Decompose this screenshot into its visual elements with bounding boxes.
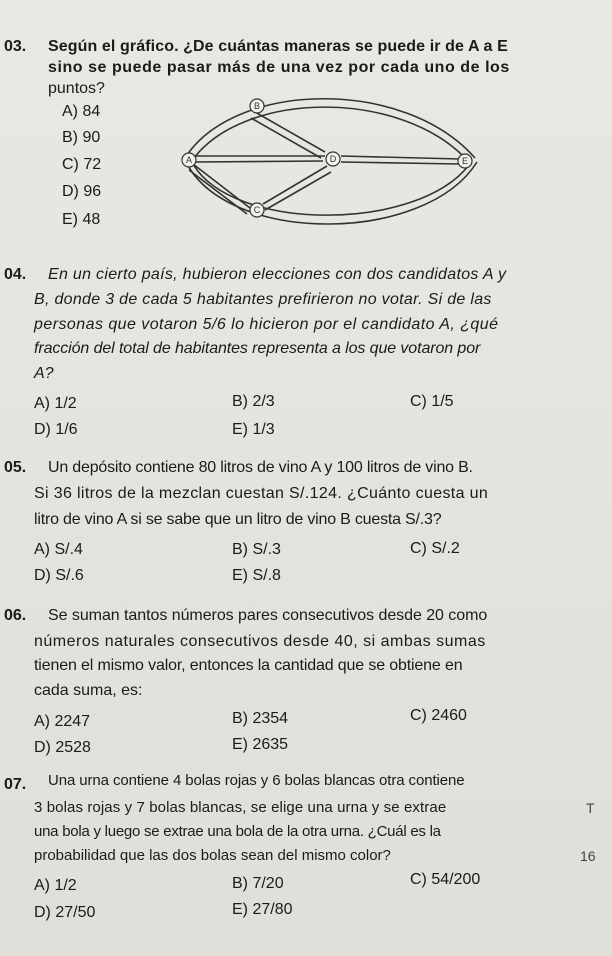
node-b-label: B: [253, 101, 261, 111]
q3-text-line-3: puntos?: [48, 80, 105, 97]
q4-text-line-2: B, donde 3 de cada 5 habitantes prefirieron no votar. Si de las: [34, 291, 492, 308]
q5-number: 05.: [4, 459, 27, 476]
edge-a-e-bottom-inner: [193, 164, 469, 215]
q3-option-c: C) 72: [62, 156, 102, 173]
edge-c-d: [263, 166, 327, 204]
q6-text-line-2: números naturales consecutivos desde 40, si ambas sumas: [34, 633, 486, 650]
node-c-label: C: [253, 205, 261, 215]
q3-text-line-2: sino se puede pasar más de una vez por cada uno de los: [48, 59, 510, 76]
q7-text-line-1: Una urna contiene 4 bolas rojas y 6 bolas blancas otra contiene: [48, 772, 465, 789]
q5-text-line-2: Si 36 litros de la mezclan cuestan S/.124. ¿Cuánto cuesta un: [34, 485, 489, 502]
q4-option-c: C) 1/5: [410, 393, 454, 410]
q4-option-a: A) 1/2: [34, 395, 77, 412]
q6-option-b: B) 2354: [232, 710, 289, 727]
q3-option-e: E) 48: [62, 211, 101, 228]
q5-option-b: B) S/.3: [232, 541, 281, 558]
q7-text-line-3: una bola y luego se extrae una bola de la otra urna. ¿Cuál es la: [34, 823, 441, 840]
q6-text-line-3: tienen el mismo valor, entonces la cantidad que se obtiene en: [34, 657, 463, 674]
node-d-label: D: [329, 154, 337, 164]
q3-option-d: D) 96: [62, 183, 102, 200]
q5-text-line-1: Un depósito contiene 80 litros de vino A y 100 litros de vino B.: [48, 459, 473, 476]
q6-option-e: E) 2635: [232, 736, 289, 753]
q3-text-line-1: Según el gráfico. ¿De cuántas maneras se puede ir de A a E: [48, 38, 508, 55]
q5-option-e: E) S/.8: [232, 567, 281, 584]
q4-option-e: E) 1/3: [232, 421, 275, 438]
q7-option-b: B) 7/20: [232, 875, 284, 892]
q7-text-line-2: 3 bolas rojas y 7 bolas blancas, se elige una urna y se extrae: [34, 799, 447, 816]
q4-text-line-1: En un cierto país, hubieron elecciones con dos candidatos A y: [48, 266, 507, 283]
node-e-label: E: [461, 156, 469, 166]
q5-option-c: C) S/.2: [410, 540, 460, 557]
q7-text-line-4: probabilidad que las dos bolas sean del mismo color?: [34, 847, 391, 864]
q5-text-line-3: litro de vino A si se sabe que un litro de vino B cuesta S/.3?: [34, 511, 442, 528]
edge-a-c: [193, 164, 250, 208]
q4-option-d: D) 1/6: [34, 421, 78, 438]
q4-text-line-3: personas que votaron 5/6 lo hicieron por el candidato A, ¿qué: [34, 316, 499, 333]
q3-option-a: A) 84: [62, 103, 101, 120]
q4-text-line-4: fracción del total de habitantes representa a los que votaron por: [34, 340, 481, 357]
q7-number: 07.: [4, 776, 27, 793]
q6-option-c: C) 2460: [410, 707, 467, 724]
q7-option-a: A) 1/2: [34, 877, 77, 894]
q4-number: 04.: [4, 266, 27, 283]
q6-number: 06.: [4, 607, 27, 624]
q6-option-d: D) 2528: [34, 739, 91, 756]
q7-option-d: D) 27/50: [34, 904, 96, 921]
margin-mark-t: T: [586, 800, 595, 816]
edge-d-e: [341, 156, 460, 159]
edge-b-d: [255, 112, 325, 152]
q5-option-a: A) S/.4: [34, 541, 83, 558]
q7-option-c: C) 54/200: [410, 871, 481, 888]
node-a-label: A: [185, 155, 193, 165]
q7-option-e: E) 27/80: [232, 901, 293, 918]
q6-text-line-1: Se suman tantos números pares consecutivos desde 20 como: [48, 607, 488, 624]
q4-option-b: B) 2/3: [232, 393, 275, 410]
q3-option-b: B) 90: [62, 129, 101, 146]
q6-option-a: A) 2247: [34, 713, 91, 730]
q5-option-d: D) S/.6: [34, 567, 84, 584]
q4-text-line-5: A?: [34, 365, 54, 382]
q6-text-line-4: cada suma, es:: [34, 682, 143, 699]
margin-mark-16: 16: [580, 848, 596, 864]
q3-number: 03.: [4, 38, 27, 55]
route-graph-diagram: [155, 80, 495, 250]
